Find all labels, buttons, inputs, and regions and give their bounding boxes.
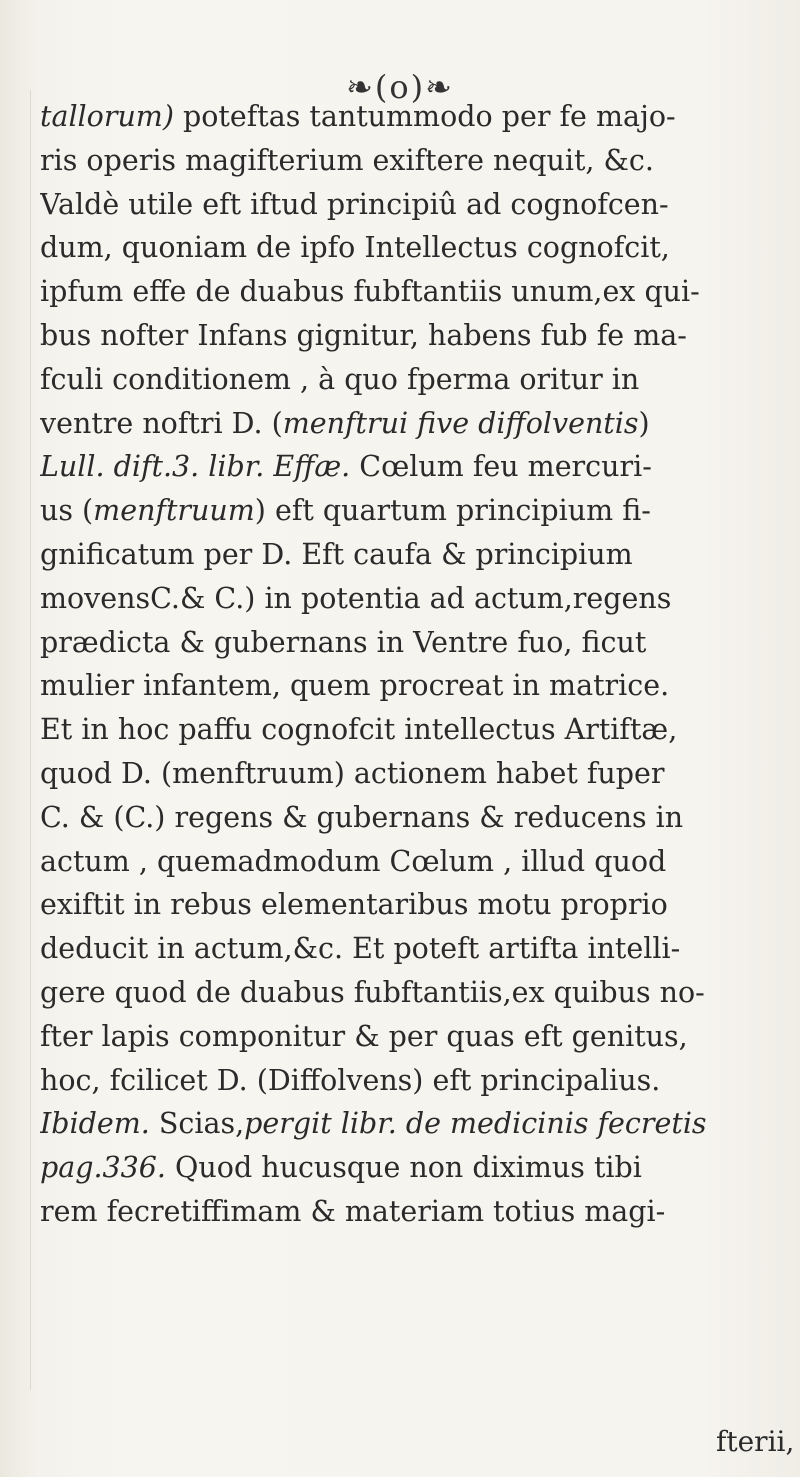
text-line [40, 1059, 780, 1103]
italic-segment: tallorum) [40, 100, 174, 133]
text-line [40, 402, 780, 446]
text-segment: ) [638, 406, 650, 440]
text-line [40, 183, 780, 227]
text-line [40, 1190, 780, 1234]
text-segment: rem fecretiffimam & materiam totius magi- [40, 1194, 666, 1228]
gutter-shadow [30, 90, 31, 1390]
text-line [40, 971, 780, 1015]
text-line [40, 927, 780, 971]
text-segment: poteftas tantummodo per fe majo- [173, 100, 676, 133]
text-segment: Et in hoc paffu cognofcit intellectus Artiftæ, [40, 713, 678, 747]
text-segment: ventre noftri D. ( [40, 406, 283, 440]
text-line [40, 95, 780, 139]
text-line [40, 358, 780, 402]
text-segment: movensC.& C.) in potentia ad actum,regens [40, 581, 672, 615]
italic-segment: pergit libr. de medicinis fecretis [244, 1107, 707, 1141]
text-segment: hoc, fcilicet D. (Diffolvens) eft principalius. [40, 1063, 661, 1097]
text-line [40, 577, 780, 621]
text-line [40, 139, 780, 183]
text-line [40, 1102, 780, 1146]
text-segment: mulier infantem, quem procreat in matrice. [40, 669, 670, 703]
page-header-ornament: ❧(o)❧ [346, 68, 454, 106]
italic-segment: menftrui five diffolventis [282, 406, 639, 440]
text-segment: ) eft quartum principium fi- [254, 494, 651, 528]
text-line [40, 533, 780, 577]
text-line [40, 883, 780, 927]
text-segment: Scias, [149, 1107, 245, 1141]
text-line [40, 270, 780, 314]
text-segment: exiftit in rebus elementaribus motu proprio [40, 888, 668, 922]
text-line [40, 226, 780, 270]
text-segment: actum , quemadmodum Cœlum , illud quod [40, 844, 667, 878]
text-segment: us ( [40, 494, 94, 528]
text-segment: fter lapis componitur & per quas eft genitus, [40, 1019, 688, 1053]
text-segment: gnificatum per D. Eft caufa & principium [40, 537, 633, 571]
catchword: fterii, [716, 1425, 795, 1458]
text-line [40, 840, 780, 884]
text-line [40, 752, 780, 796]
text-line [40, 664, 780, 708]
text-segment: deducit in actum,&c. Et poteft artifta intelli- [40, 932, 681, 966]
text-segment: quod D. (menftruum) actionem habet fuper [40, 756, 665, 790]
text-line [40, 445, 780, 489]
text-segment: prædicta & gubernans in Ventre fuo, ficut [40, 625, 647, 659]
text-line [40, 1146, 780, 1190]
text-segment: ris operis magifterium exiftere nequit, &c. [40, 143, 654, 177]
text-line [40, 314, 780, 358]
text-segment: Cœlum feu mercuri- [350, 450, 652, 484]
italic-segment: Ibidem. [40, 1107, 150, 1141]
text-line [40, 708, 780, 752]
text-segment: ipfum effe de duabus fubftantiis unum,ex qui- [40, 275, 700, 309]
text-segment: Quod hucusque non diximus tibi [166, 1151, 642, 1185]
text-line [40, 1015, 780, 1059]
text-line [40, 489, 780, 533]
text-segment: C. & (C.) regens & gubernans & reducens in [40, 800, 684, 834]
italic-segment: Lull. dift.3. libr. Effæ. [40, 450, 351, 484]
text-line [40, 621, 780, 665]
text-segment: Valdè utile eft iftud principiû ad cognofcen- [40, 187, 669, 221]
text-segment: dum, quoniam de ipfo Intellectus cognofcit, [40, 231, 670, 265]
italic-segment: pag.336. [40, 1151, 166, 1185]
text-segment: bus nofter Infans gignitur, habens fub fe ma- [40, 318, 687, 352]
text-segment: fculi conditionem , à quo fperma oritur in [40, 362, 640, 396]
italic-segment: menftruum [93, 494, 255, 528]
body-text [40, 95, 780, 1234]
text-segment: gere quod de duabus fubftantiis,ex quibus no- [40, 975, 705, 1009]
text-line [40, 796, 780, 840]
